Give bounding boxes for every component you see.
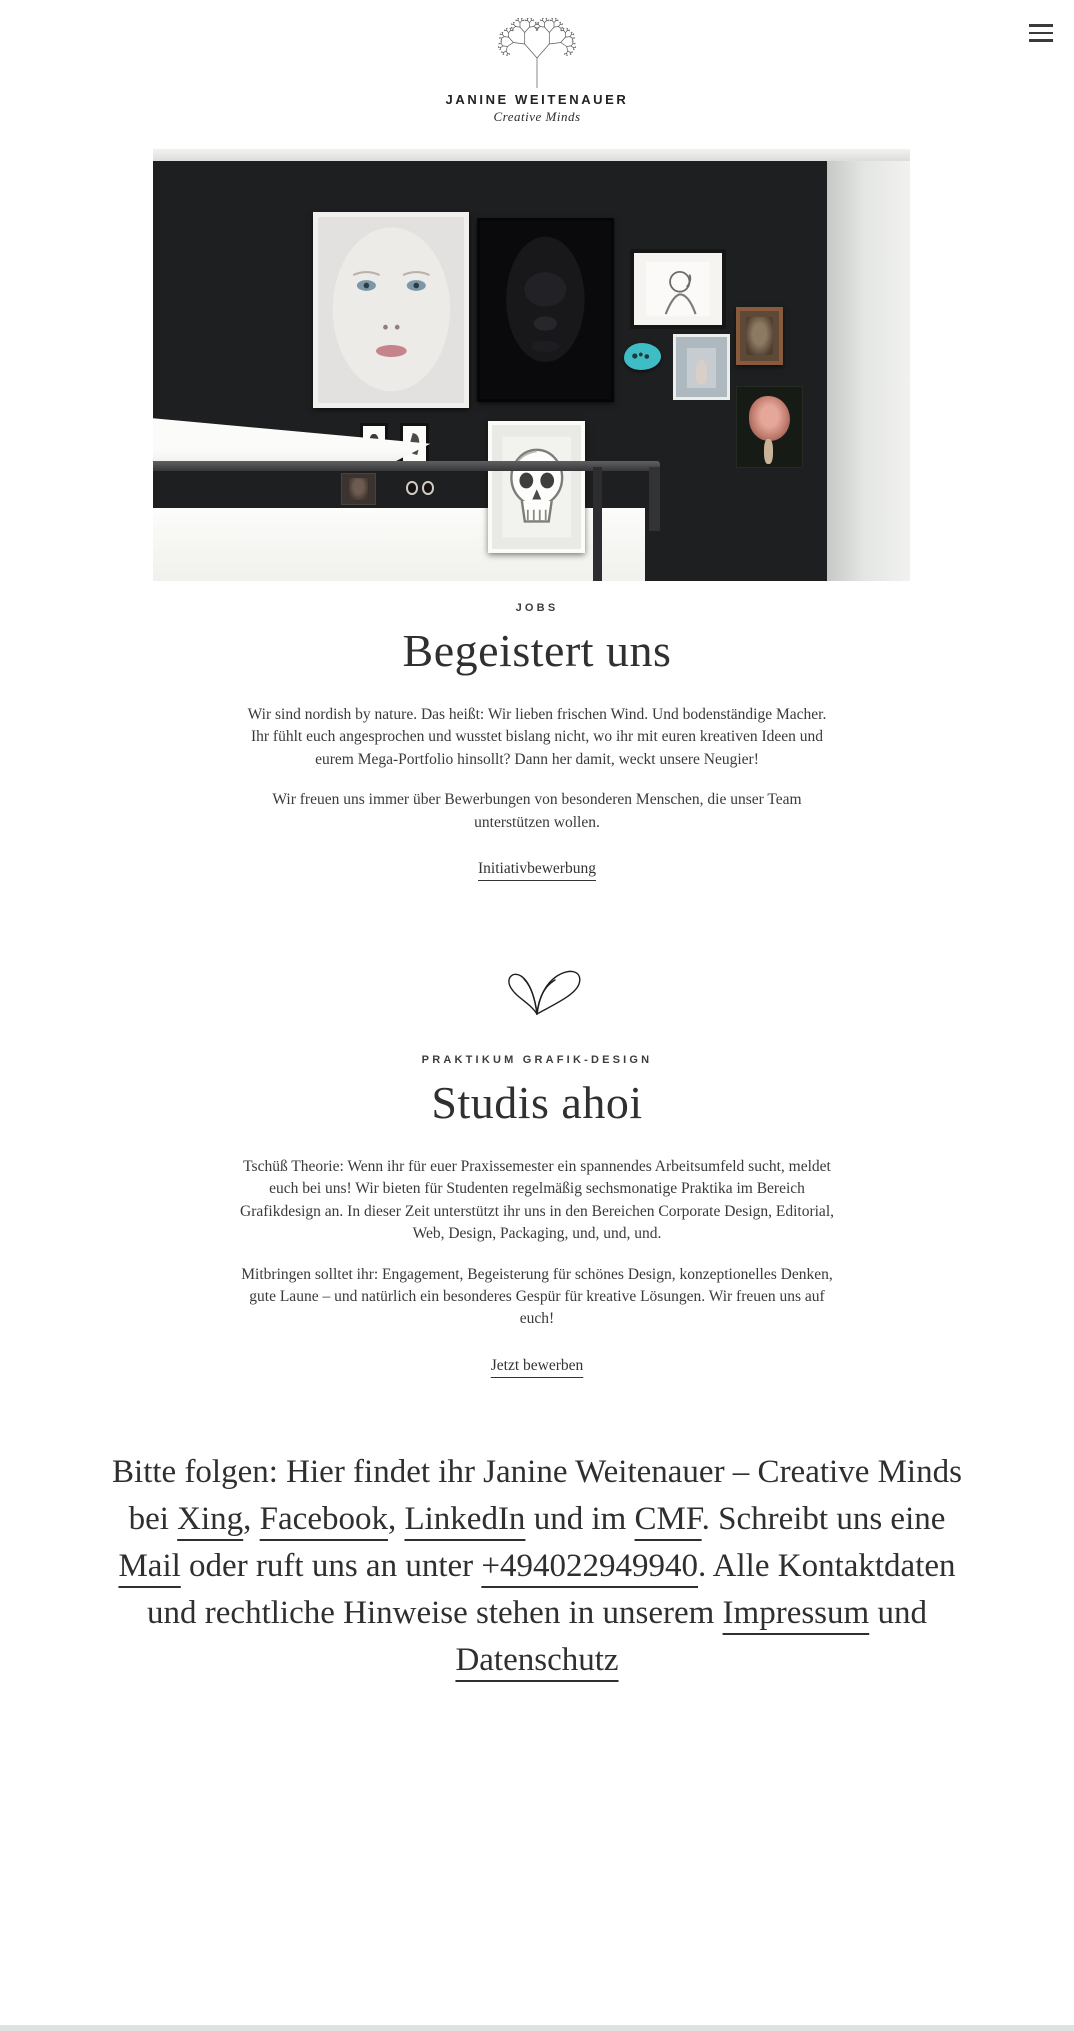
jobs-section — [0, 602, 1074, 878]
jobs-title: Begeistert uns — [402, 625, 672, 676]
jobs-paragraph: Wir freuen uns immer über Bewerbungen von besonderen Menschen, die unser Team unterstützen wollen. — [272, 791, 802, 831]
footer-link-datenschutz[interactable]: Datenschutz — [455, 1641, 619, 1678]
footer-text: . Schreibt uns eine — [701, 1500, 946, 1537]
brand-name: JANINE WEITENAUER — [445, 92, 629, 107]
praktikum-title: Studis ahoi — [431, 1077, 643, 1129]
hero-side-wall — [827, 161, 910, 581]
artwork-light-portrait — [313, 212, 470, 408]
praktikum-copy — [237, 1156, 837, 1331]
praktikum-paragraph: Mitbringen solltet ihr: Engagement, Begeisterung für schönes Design, konzeptionelles Denken, gute Laune – und natürlich ein besonderes Gespür für kreative Lösungen. Wir freuen uns auf euch! — [241, 1265, 833, 1328]
footer-text: oder ruft uns an unter — [180, 1547, 482, 1584]
artwork-sketch-portrait — [630, 249, 726, 329]
jobs-paragraph: Wir sind nordish by nature. Das heißt: Wir lieben frischen Wind. Und bodenständige Macher. Ihr fühlt euch angesprochen und wusstet bislang nicht, wo ihr mit euren kreativen Ideen und eurem Mega-Portfolio hinsollt? Dann her damit, weckt unsere Neugier! — [247, 706, 827, 768]
praktikum-paragraph: Tschüß Theorie: Wenn ihr für euer Praxissemester ein spannendes Arbeitsumfeld sucht, meldet euch bei uns! Wir bieten für Studenten regelmäßig sechsmonatige Praktika im Bereich Grafikdesign an. In dieser Zeit unterstützt ihr uns in den Bereichen Corporate Design, Editorial, Web, Design, Packaging, und, und, und. — [240, 1158, 834, 1243]
artwork-skull-drawing — [488, 421, 586, 553]
jobs-eyebrow: JOBS — [515, 602, 559, 614]
footer-text: und — [869, 1594, 927, 1631]
hero-rail — [153, 461, 660, 471]
hamburger-bar — [1029, 32, 1053, 35]
site-header — [0, 0, 1074, 125]
footer-text: , — [387, 1500, 405, 1537]
hamburger-bar — [1029, 39, 1053, 42]
hero-image — [153, 149, 921, 581]
footer-text: . Alle Kontaktdaten und rechtliche Hinweise stehen in unserem — [147, 1547, 956, 1631]
praktikum-eyebrow: PRAKTIKUM GRAFIK-DESIGN — [421, 1054, 653, 1067]
artwork-pale-figure — [673, 334, 730, 400]
footer-social-note — [97, 1449, 977, 1684]
hamburger-bar — [1029, 24, 1053, 27]
jetzt-bewerben-link[interactable]: Jetzt bewerben — [490, 1356, 584, 1374]
footer-link-mail[interactable]: Mail — [118, 1547, 181, 1584]
shelf-photo — [341, 473, 376, 505]
initiativbewerbung-link[interactable]: Initiativbewerbung — [478, 860, 596, 878]
footer-link-cmf[interactable]: CMF — [634, 1500, 702, 1537]
footer-link-494022949940[interactable]: +494022949940 — [481, 1547, 698, 1584]
footer-link-facebook[interactable]: Facebook — [259, 1500, 388, 1537]
hero-rail-post — [649, 467, 660, 532]
bottom-strip — [0, 2025, 1074, 2031]
fractal-tree-logo-icon — [472, 6, 602, 90]
footer-link-xing[interactable]: Xing — [177, 1500, 244, 1537]
artwork-dark-portrait — [477, 218, 614, 402]
footer-text: Bitte folgen: Hier findet ihr Janine Weitenauer – Creative Minds bei — [112, 1453, 962, 1537]
brand-tagline: Creative Minds — [493, 109, 581, 124]
artwork-pink-painting — [736, 386, 803, 468]
sprout-ornament-icon — [477, 940, 597, 1018]
footer-link-linkedin[interactable]: LinkedIn — [404, 1500, 526, 1537]
artwork-antique-portrait — [736, 307, 783, 365]
hero-rail-post — [593, 467, 602, 581]
jobs-copy — [237, 704, 837, 834]
footer-text: , — [243, 1500, 260, 1537]
praktikum-section — [0, 1054, 1074, 1375]
footer-link-impressum[interactable]: Impressum — [722, 1594, 870, 1631]
shelf-glasses — [406, 479, 434, 497]
footer-text: und im — [525, 1500, 635, 1537]
hamburger-menu-icon[interactable] — [1029, 24, 1053, 42]
